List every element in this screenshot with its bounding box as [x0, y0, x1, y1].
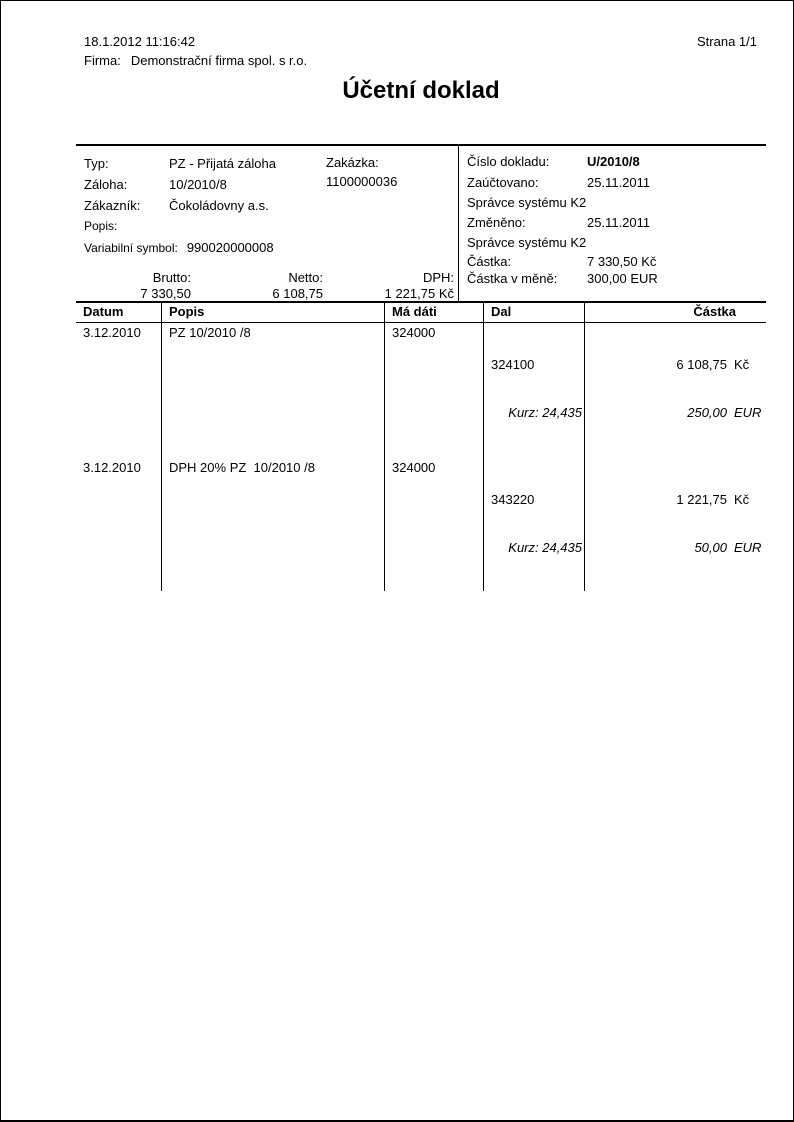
info-left-panel	[76, 146, 458, 302]
amount-eur-unit: EUR	[734, 540, 762, 555]
entries-table	[76, 301, 766, 591]
col-header-ma-dati: Má dáti	[384, 303, 483, 322]
page-number: Strana 1/1	[697, 34, 757, 49]
cell-ma-dati: 324000	[384, 323, 483, 458]
popis-row	[84, 216, 458, 237]
col-header-datum: Datum	[83, 304, 124, 319]
print-header-left	[84, 32, 307, 70]
dal-account: 324100	[491, 357, 535, 372]
typ-row	[84, 153, 458, 174]
zakazka-label: Zakázka:	[326, 155, 379, 170]
info-right-panel	[458, 146, 766, 302]
zmeneno-value: 25.11.2011	[587, 215, 651, 230]
zauctovano-row	[467, 173, 766, 193]
castka-mena-value: 300,00 EUR	[587, 271, 658, 286]
table-row	[76, 458, 766, 591]
amount-eur: 50,00	[694, 540, 727, 555]
amount-eur-line	[592, 405, 766, 421]
dph-label: DPH:	[422, 270, 454, 285]
dph-cell	[323, 270, 454, 302]
amount-kc: 6 108,75	[676, 357, 727, 372]
print-datetime: 18.1.2012 11:16:42	[84, 34, 196, 49]
cislo-dokladu-row	[467, 151, 766, 173]
amount-eur: 250,00	[687, 405, 727, 420]
totals-row	[84, 270, 458, 302]
spravce-row-1: Správce systému K2	[467, 195, 587, 210]
var-symbol-row	[84, 237, 458, 259]
zakaznik-row	[84, 195, 458, 216]
amount-kc: 1 221,75	[676, 492, 727, 507]
firma-label: Firma:	[84, 53, 121, 68]
zauctovano-value: 25.11.2011	[587, 175, 651, 190]
cell-popis: DPH 20% PZ 10/2010 /8	[161, 458, 384, 591]
cislo-dokladu-value: U/2010/8	[587, 154, 640, 169]
zakazka-value: 1100000036	[326, 174, 398, 189]
cell-dal	[483, 458, 584, 591]
kurz-note: Kurz: 24,435	[508, 405, 582, 420]
zaloha-label: Záloha:	[84, 177, 128, 192]
amount-eur-line	[592, 540, 766, 556]
castka-value: 7 330,50 Kč	[587, 254, 657, 269]
cell-castka	[584, 458, 766, 591]
spravce-row-2: Správce systému K2	[467, 235, 587, 250]
cell-dal	[483, 323, 584, 458]
brutto-value: 7 330,50	[140, 286, 191, 301]
brutto-label: Brutto:	[152, 270, 191, 285]
zakaznik-label: Zákazník:	[84, 198, 141, 213]
document-info-box	[76, 144, 766, 302]
zaloha-value: 10/2010/8	[169, 177, 227, 192]
castka-mena-row	[467, 270, 766, 287]
amount-kc-line	[592, 492, 766, 508]
amount-kc-unit: Kč	[734, 357, 750, 372]
amount-eur-unit: EUR	[734, 405, 762, 420]
cell-castka	[584, 323, 766, 458]
zauctovano-label: Zaúčtovano:	[467, 175, 539, 190]
amount-kc-unit: Kč	[734, 492, 750, 507]
table-header-row	[76, 301, 766, 323]
castka-label: Částka:	[467, 254, 512, 269]
cell-datum: 3.12.2010	[83, 460, 141, 475]
dph-value: 1 221,75 Kč	[384, 286, 454, 301]
col-header-castka: Částka	[584, 303, 766, 322]
cell-datum: 3.12.2010	[83, 325, 141, 340]
netto-cell	[191, 270, 323, 302]
brutto-cell	[84, 270, 191, 302]
castka-row	[467, 253, 766, 270]
popis-label: Popis:	[84, 219, 118, 233]
castka-mena-label: Částka v měně:	[467, 271, 558, 286]
dal-account: 343220	[491, 492, 535, 507]
zakaznik-value: Čokoládovny a.s.	[169, 198, 269, 213]
firma-line	[84, 51, 307, 70]
table-row	[76, 323, 766, 458]
var-symbol-value: 990020000008	[186, 240, 274, 255]
cell-popis: PZ 10/2010 /8	[161, 323, 384, 458]
zaloha-row	[84, 174, 458, 195]
col-header-popis: Popis	[161, 303, 384, 322]
kurz-note: Kurz: 24,435	[508, 540, 582, 555]
zmeneno-label: Změněno:	[467, 215, 526, 230]
page-title: Účetní doklad	[342, 77, 500, 104]
netto-value: 6 108,75	[272, 286, 323, 301]
amount-kc-line	[592, 357, 766, 373]
typ-label: Typ:	[84, 156, 109, 171]
cislo-dokladu-label: Číslo dokladu:	[467, 154, 550, 169]
cell-ma-dati: 324000	[384, 458, 483, 591]
zmeneno-row	[467, 213, 766, 233]
firma-value: Demonstrační firma spol. s r.o.	[130, 53, 308, 68]
col-header-dal: Dal	[483, 303, 584, 322]
zakazka-block	[326, 153, 397, 191]
var-symbol-label: Variabilní symbol:	[84, 241, 178, 255]
netto-label: Netto:	[288, 270, 323, 285]
typ-value: PZ - Přijatá záloha	[169, 156, 276, 171]
